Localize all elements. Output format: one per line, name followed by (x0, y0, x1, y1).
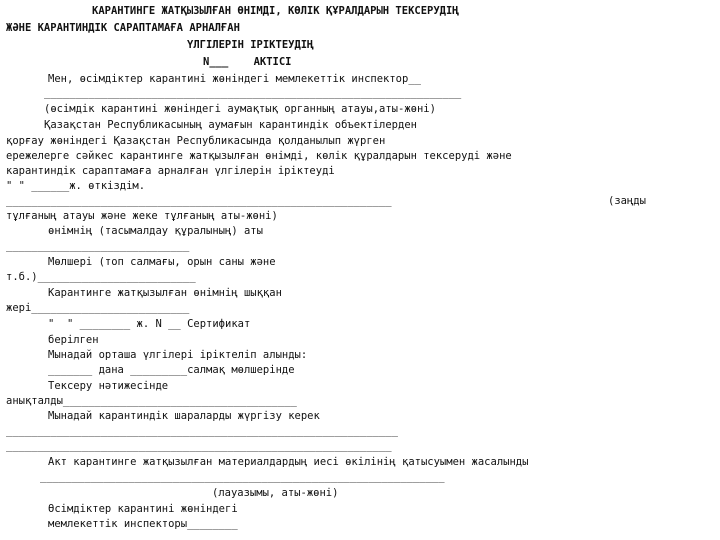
inspector-intro: Мен, өсімдіктер карантині жөніндегі мемлекеттік инспектор__ (48, 73, 421, 85)
paragraph-line: Қазақстан Республикасының аумағын карантиндік объектілерден (44, 119, 417, 131)
measures-label: Мынадай карантиндік шараларды жүргізу керек (48, 410, 320, 422)
quantity-line: т.б.)_________________________ (6, 271, 196, 283)
paragraph-line: ережелерге сәйкес карантинге жатқызылған өнімді, көлік құралдарын тексеруді және (6, 150, 512, 162)
certificate-issued: берілген (48, 334, 99, 346)
date-line: " " ______ж. өткіздім. (6, 180, 146, 192)
doc-title-line-1: КАРАНТИНГЕ ЖАТҚЫЗЫЛҒАН ӨНІМДІ, КӨЛІК ҚҰРАЛДАРЫН ТЕКСЕРУДІҢ (92, 5, 459, 17)
doc-title-line-4: N___ АКТІСІ (203, 56, 292, 68)
act-drawn-line: Акт карантинге жатқызылған материалдардың иесі өкілінің қатысуымен жасалынды (48, 456, 529, 468)
legal-entity-caption-cont: тұлғаның атауы және жеке тұлғаның аты-жөні) (6, 210, 278, 222)
certificate-line: " " ________ ж. N __ Сертификат (48, 318, 251, 330)
quantity-label: Мөлшері (топ салмағы, орын саны және (48, 256, 276, 268)
doc-title-line-3: ҮЛГІЛЕРІН ІРІКТЕУДІҢ (187, 39, 314, 51)
blank-line: __________________________________________________________________ (44, 87, 462, 99)
legal-entity-caption: (заңды (608, 195, 646, 207)
inspection-result-label: Тексеру нәтижесінде (48, 380, 169, 392)
position-caption: (лауазымы, аты-жөні) (212, 487, 339, 499)
product-name-label: өнімнің (тасымалдау құралының) аты (48, 225, 263, 237)
inspection-result-line: анықталды_____________________________________ (6, 395, 297, 407)
blank-line: _____________________________ (6, 240, 190, 252)
origin-label: Карантинге жатқызылған өнімнің шыққан (48, 287, 282, 299)
blank-line: ________________________________________________________________ (40, 471, 445, 483)
signature-line: мемлекеттік инспекторы________ (48, 518, 238, 530)
samples-label: Мынадай орташа үлгілері іріктеліп алынды: (48, 349, 308, 361)
blank-line: ______________________________________________________________ (6, 425, 398, 437)
signature-label: Өсімдіктер карантині жөніндегі (48, 503, 238, 515)
paragraph-line: қорғау жөніндегі Қазақстан Республикасында қолданылып жүрген (6, 135, 386, 147)
blank-line: _____________________________________________________________ (6, 440, 392, 452)
paragraph-line: карантиндік сараптамаға арналған үлгілерін іріктеуді (6, 165, 335, 177)
doc-title-line-2: ЖӘНЕ КАРАНТИНДІК САРАПТАМАҒА АРНАЛҒАН (6, 22, 240, 34)
blank-line: _____________________________________________________________ (6, 195, 392, 207)
origin-line: жері_________________________ (6, 302, 190, 314)
samples-line: _______ дана _________салмақ мөлшерінде (48, 364, 295, 376)
organ-caption: (өсімдік карантині жөніндегі аумақтық органның атауы,аты-жөні) (44, 103, 436, 115)
